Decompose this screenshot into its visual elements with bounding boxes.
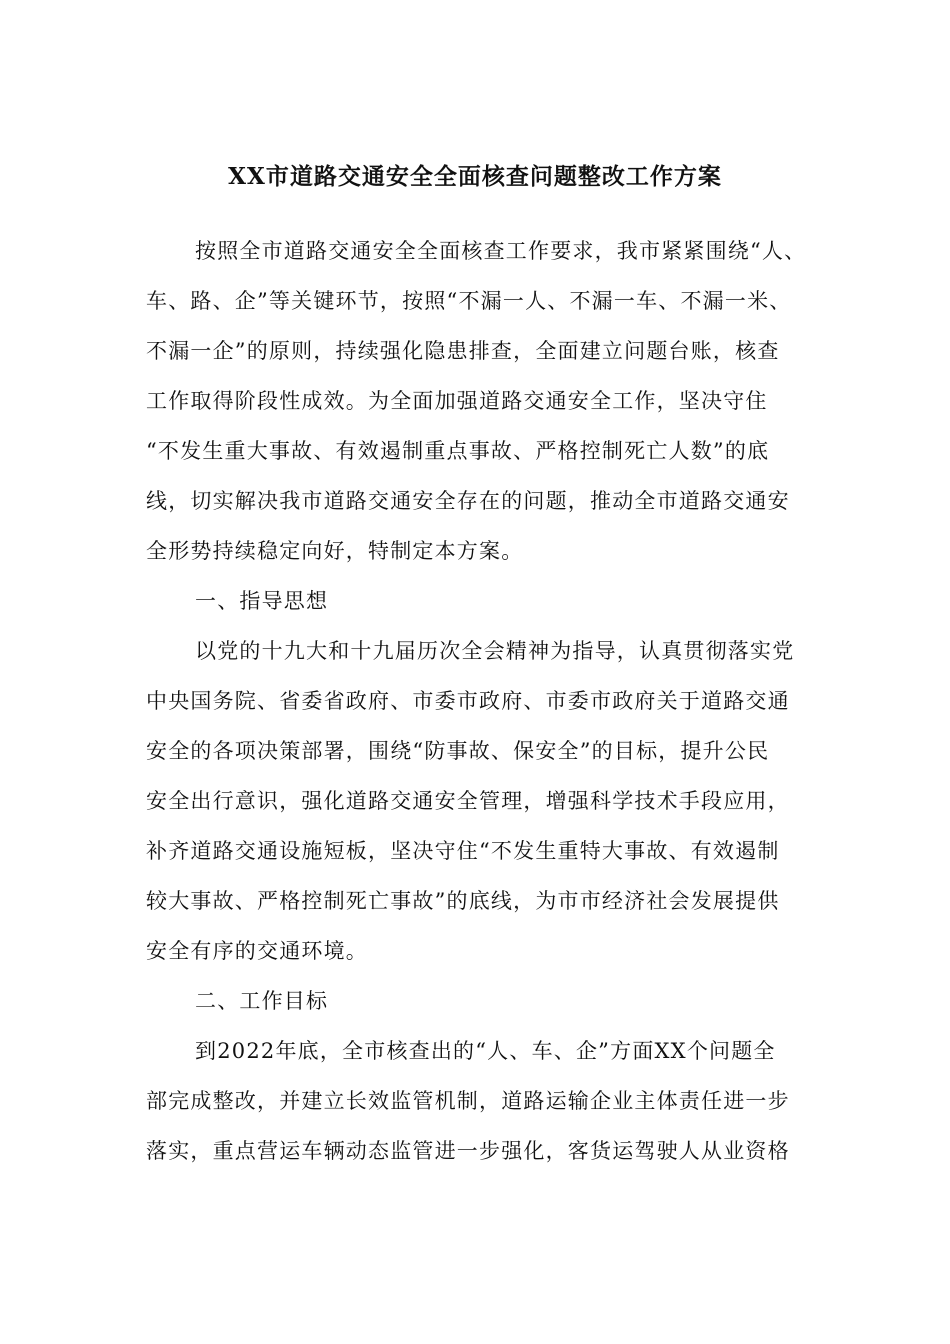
paragraph-line: 按照全市道路交通安全全面核查工作要求，我市紧紧围绕“人、 [195,239,807,263]
paragraph-line: “不发生重大事故、有效遏制重点事故、严格控制死亡人数”的底 [146,439,770,463]
paragraph-line: 安全有序的交通环境。 [146,939,368,963]
document-title: XX市道路交通安全全面核查问题整改工作方案 [228,163,722,190]
paragraph-line: 安全出行意识，强化道路交通安全管理，增强科学技术手段应用， [146,789,790,813]
paragraph-line: 车、路、企”等关键环节，按照“不漏一人、不漏一车、不漏一米、 [146,289,792,313]
paragraph-line: 落实，重点营运车辆动态监管进一步强化，客货运驾驶人从业资格 [146,1139,790,1163]
paragraph-line: 线，切实解决我市道路交通安全存在的问题，推动全市道路交通安 [146,489,790,513]
paragraph-line: 工作取得阶段性成效。为全面加强道路交通安全工作，坚决守住 [146,389,768,413]
paragraph-line: 安全的各项决策部署，围绕“防事故、保安全”的目标，提升公民 [146,739,770,763]
paragraph-line: 不漏一企”的原则，持续强化隐患排查，全面建立问题台账，核查 [146,339,780,363]
section-heading: 二、工作目标 [195,989,329,1013]
paragraph-line: 中央国务院、省委省政府、市委市政府、市委市政府关于道路交通 [146,689,790,713]
paragraph-line: 到2022年底，全市核查出的“人、车、企”方面XX个问题全 [195,1039,776,1063]
paragraph-line: 补齐道路交通设施短板，坚决守住“不发生重特大事故、有效遏制 [146,839,780,863]
paragraph-line: 较大事故、严格控制死亡事故”的底线，为市市经济社会发展提供 [146,889,780,913]
paragraph-line: 部完成整改，并建立长效监管机制，道路运输企业主体责任进一步 [146,1089,790,1113]
section-heading: 一、指导思想 [195,589,329,613]
paragraph-line: 以党的十九大和十九届历次全会精神为指导，认真贯彻落实党 [195,639,795,663]
paragraph-line: 全形势持续稳定向好，特制定本方案。 [146,539,524,563]
